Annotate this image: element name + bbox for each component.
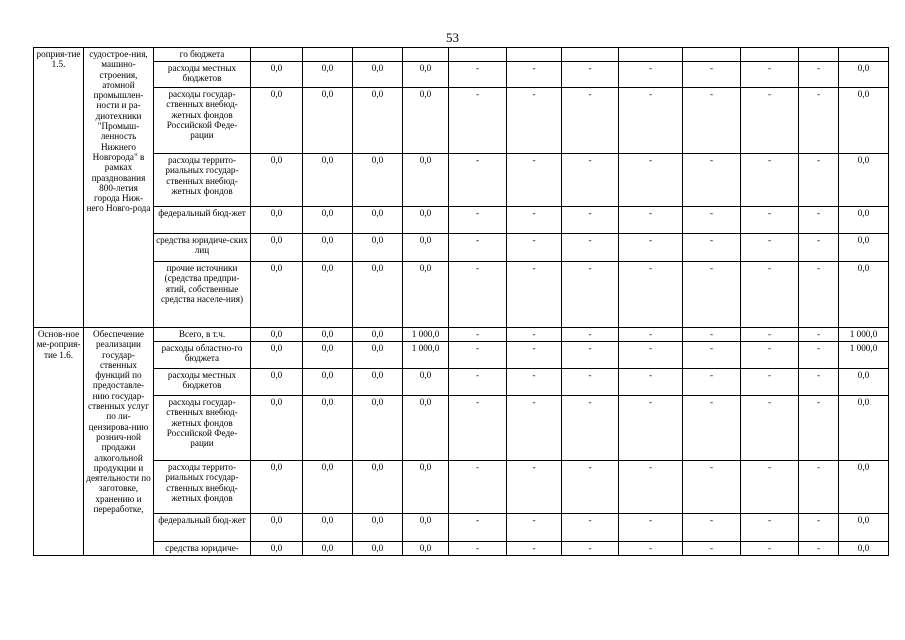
value-cell: 0,0 [403, 514, 449, 542]
value-cell: 0,0 [251, 234, 303, 262]
value-cell: 0,0 [403, 62, 449, 88]
funding-source-cell: расходы государ-ственных внебюд-жетных фондов Российской Феде-рации [154, 396, 251, 461]
value-cell: 0,0 [403, 88, 449, 154]
empty-value-cell: - [741, 234, 799, 262]
value-cell: 0,0 [353, 62, 403, 88]
empty-value-cell [683, 48, 741, 62]
empty-value-cell: - [562, 542, 619, 556]
value-cell: 0,0 [353, 369, 403, 396]
value-cell: 0,0 [251, 396, 303, 461]
empty-value-cell: - [799, 154, 839, 207]
table-row [34, 461, 889, 514]
empty-value-cell: - [562, 262, 619, 328]
value-cell: 0,0 [251, 207, 303, 234]
empty-value-cell: - [449, 514, 507, 542]
empty-value-cell: - [799, 207, 839, 234]
funding-source-cell: Всего, в т.ч. [154, 328, 251, 342]
empty-value-cell: - [799, 396, 839, 461]
empty-value-cell: - [799, 461, 839, 514]
empty-value-cell: - [619, 207, 683, 234]
empty-value-cell [449, 48, 507, 62]
total-cell: 0,0 [839, 396, 889, 461]
empty-value-cell: - [741, 342, 799, 369]
value-cell: 0,0 [403, 234, 449, 262]
empty-value-cell: - [562, 369, 619, 396]
empty-value-cell: - [741, 396, 799, 461]
value-cell: 0,0 [403, 262, 449, 328]
value-cell: 0,0 [303, 514, 353, 542]
empty-value-cell: - [619, 396, 683, 461]
empty-value-cell: - [449, 396, 507, 461]
value-cell: 0,0 [403, 542, 449, 556]
empty-value-cell: - [507, 207, 562, 234]
empty-value-cell: - [619, 328, 683, 342]
total-cell: 1 000,0 [839, 328, 889, 342]
empty-value-cell: - [741, 369, 799, 396]
value-cell: 0,0 [353, 328, 403, 342]
table-row [34, 207, 889, 234]
empty-value-cell: - [562, 207, 619, 234]
event-cell: роприя-тие 1.5. [34, 48, 84, 328]
empty-value-cell: - [562, 88, 619, 154]
empty-value-cell: - [683, 88, 741, 154]
empty-value-cell: - [741, 154, 799, 207]
empty-value-cell: - [799, 542, 839, 556]
value-cell [403, 48, 449, 62]
funding-source-cell: средства юридиче- [154, 542, 251, 556]
event-name-cell: Обеспечение реализации государ-ственных функций по предоставле-нию государ-ственных услуг по ли-цензирова-нию рознич-ной продажи алкогольной продукции и деятельности по заготовке, хранению и переработке, [84, 328, 154, 556]
value-cell: 0,0 [251, 62, 303, 88]
empty-value-cell: - [507, 514, 562, 542]
value-cell: 0,0 [353, 88, 403, 154]
table-row [34, 369, 889, 396]
value-cell: 0,0 [403, 369, 449, 396]
empty-value-cell: - [449, 369, 507, 396]
empty-value-cell: - [449, 207, 507, 234]
empty-value-cell [619, 48, 683, 62]
funding-source-cell: расходы террито-риальных государ-ственных внебюд-жетных фондов [154, 154, 251, 207]
empty-value-cell: - [683, 207, 741, 234]
empty-value-cell: - [562, 154, 619, 207]
table-row [34, 542, 889, 556]
empty-value-cell: - [683, 369, 741, 396]
event-name-cell: судострое-ния, машино-строения, атомной промышлен-ности и ра-диотехники "Промыш-ленность Нижнего Новгорода" в рамках празднования 800-летия города Ниж-него Новго-рода [84, 48, 154, 328]
total-cell: 0,0 [839, 262, 889, 328]
value-cell: 0,0 [251, 514, 303, 542]
empty-value-cell: - [562, 514, 619, 542]
funding-source-cell: федеральный бюд-жет [154, 514, 251, 542]
empty-value-cell: - [619, 234, 683, 262]
empty-value-cell: - [449, 328, 507, 342]
empty-value-cell: - [562, 62, 619, 88]
value-cell: 0,0 [353, 154, 403, 207]
table-row [34, 342, 889, 369]
table-row [34, 62, 889, 88]
value-cell: 1 000,0 [403, 328, 449, 342]
funding-source-cell: го бюджета [154, 48, 251, 62]
value-cell: 0,0 [353, 514, 403, 542]
empty-value-cell: - [449, 542, 507, 556]
empty-value-cell: - [562, 396, 619, 461]
value-cell: 0,0 [251, 154, 303, 207]
empty-value-cell: - [619, 514, 683, 542]
value-cell: 0,0 [303, 234, 353, 262]
table-row [34, 88, 889, 154]
value-cell [303, 48, 353, 62]
value-cell: 0,0 [403, 461, 449, 514]
empty-value-cell [562, 48, 619, 62]
value-cell: 0,0 [353, 396, 403, 461]
value-cell: 0,0 [251, 262, 303, 328]
total-cell: 0,0 [839, 154, 889, 207]
page-number: 53 [446, 30, 459, 45]
funding-source-cell: расходы местных бюджетов [154, 62, 251, 88]
empty-value-cell [799, 48, 839, 62]
value-cell: 0,0 [303, 88, 353, 154]
empty-value-cell: - [449, 88, 507, 154]
total-cell: 0,0 [839, 542, 889, 556]
table-row [34, 262, 889, 328]
empty-value-cell: - [507, 396, 562, 461]
value-cell [353, 48, 403, 62]
value-cell: 0,0 [353, 461, 403, 514]
empty-value-cell: - [741, 542, 799, 556]
empty-value-cell: - [507, 234, 562, 262]
empty-value-cell: - [741, 207, 799, 234]
empty-value-cell: - [799, 234, 839, 262]
value-cell: 0,0 [251, 542, 303, 556]
value-cell: 0,0 [251, 461, 303, 514]
empty-value-cell: - [683, 542, 741, 556]
empty-value-cell: - [799, 369, 839, 396]
value-cell: 0,0 [303, 461, 353, 514]
empty-value-cell: - [683, 342, 741, 369]
total-cell: 0,0 [839, 62, 889, 88]
value-cell: 0,0 [251, 369, 303, 396]
value-cell: 0,0 [303, 396, 353, 461]
empty-value-cell: - [741, 88, 799, 154]
empty-value-cell: - [507, 328, 562, 342]
empty-value-cell: - [507, 262, 562, 328]
empty-value-cell: - [741, 62, 799, 88]
empty-value-cell: - [507, 369, 562, 396]
table-row [34, 328, 889, 342]
empty-value-cell: - [799, 328, 839, 342]
empty-value-cell: - [683, 234, 741, 262]
total-cell: 0,0 [839, 207, 889, 234]
value-cell: 0,0 [303, 207, 353, 234]
empty-value-cell: - [507, 62, 562, 88]
empty-value-cell: - [799, 62, 839, 88]
empty-value-cell: - [619, 154, 683, 207]
funding-source-cell: средства юридиче-ских лиц [154, 234, 251, 262]
empty-value-cell: - [449, 342, 507, 369]
empty-value-cell: - [562, 234, 619, 262]
total-cell: 0,0 [839, 514, 889, 542]
empty-value-cell: - [562, 342, 619, 369]
total-cell: 0,0 [839, 88, 889, 154]
value-cell: 0,0 [353, 262, 403, 328]
total-cell: 0,0 [839, 369, 889, 396]
value-cell: 0,0 [353, 234, 403, 262]
value-cell [251, 48, 303, 62]
empty-value-cell: - [683, 461, 741, 514]
value-cell: 0,0 [303, 154, 353, 207]
value-cell: 0,0 [353, 542, 403, 556]
table-row [34, 396, 889, 461]
value-cell: 0,0 [353, 207, 403, 234]
total-cell: 0,0 [839, 461, 889, 514]
funding-source-cell: прочие источники (средства предпри-ятий, собственные средства населе-ния) [154, 262, 251, 328]
total-cell [839, 48, 889, 62]
empty-value-cell: - [741, 514, 799, 542]
value-cell: 0,0 [303, 328, 353, 342]
value-cell: 0,0 [303, 262, 353, 328]
empty-value-cell: - [619, 342, 683, 369]
empty-value-cell: - [449, 62, 507, 88]
value-cell: 0,0 [403, 154, 449, 207]
empty-value-cell: - [507, 342, 562, 369]
empty-value-cell: - [799, 88, 839, 154]
value-cell: 0,0 [303, 342, 353, 369]
empty-value-cell: - [449, 234, 507, 262]
empty-value-cell: - [507, 88, 562, 154]
empty-value-cell: - [449, 262, 507, 328]
funding-source-cell: расходы государ-ственных внебюд-жетных фондов Российской Феде-рации [154, 88, 251, 154]
table-row [34, 48, 889, 62]
value-cell: 1 000,0 [403, 342, 449, 369]
table-row [34, 514, 889, 542]
value-cell: 0,0 [403, 396, 449, 461]
empty-value-cell [741, 48, 799, 62]
table-row [34, 154, 889, 207]
funding-source-cell: расходы местных бюджетов [154, 369, 251, 396]
empty-value-cell: - [741, 461, 799, 514]
funding-source-cell: расходы областно-го бюджета [154, 342, 251, 369]
total-cell: 0,0 [839, 234, 889, 262]
empty-value-cell: - [619, 461, 683, 514]
empty-value-cell: - [799, 262, 839, 328]
value-cell: 0,0 [353, 342, 403, 369]
empty-value-cell: - [799, 342, 839, 369]
value-cell: 0,0 [303, 369, 353, 396]
empty-value-cell: - [741, 262, 799, 328]
value-cell: 0,0 [303, 62, 353, 88]
empty-value-cell: - [683, 62, 741, 88]
empty-value-cell: - [619, 369, 683, 396]
empty-value-cell: - [683, 514, 741, 542]
empty-value-cell: - [683, 262, 741, 328]
value-cell: 0,0 [251, 88, 303, 154]
empty-value-cell: - [507, 154, 562, 207]
empty-value-cell: - [507, 542, 562, 556]
budget-table-body [34, 48, 889, 556]
table-row [34, 234, 889, 262]
empty-value-cell: - [619, 62, 683, 88]
empty-value-cell: - [741, 328, 799, 342]
empty-value-cell: - [449, 461, 507, 514]
empty-value-cell: - [619, 542, 683, 556]
empty-value-cell: - [562, 461, 619, 514]
empty-value-cell: - [683, 154, 741, 207]
empty-value-cell [507, 48, 562, 62]
funding-source-cell: федеральный бюд-жет [154, 207, 251, 234]
empty-value-cell: - [562, 328, 619, 342]
value-cell: 0,0 [251, 328, 303, 342]
empty-value-cell: - [449, 154, 507, 207]
empty-value-cell: - [619, 262, 683, 328]
total-cell: 1 000,0 [839, 342, 889, 369]
budget-table [33, 47, 889, 556]
event-cell: Основ-ное ме-роприя-тие 1.6. [34, 328, 84, 556]
empty-value-cell: - [683, 328, 741, 342]
value-cell: 0,0 [303, 542, 353, 556]
value-cell: 0,0 [403, 207, 449, 234]
empty-value-cell: - [799, 514, 839, 542]
funding-source-cell: расходы террито-риальных государ-ственных внебюд-жетных фондов [154, 461, 251, 514]
empty-value-cell: - [619, 88, 683, 154]
value-cell: 0,0 [251, 342, 303, 369]
empty-value-cell: - [507, 461, 562, 514]
empty-value-cell: - [683, 396, 741, 461]
